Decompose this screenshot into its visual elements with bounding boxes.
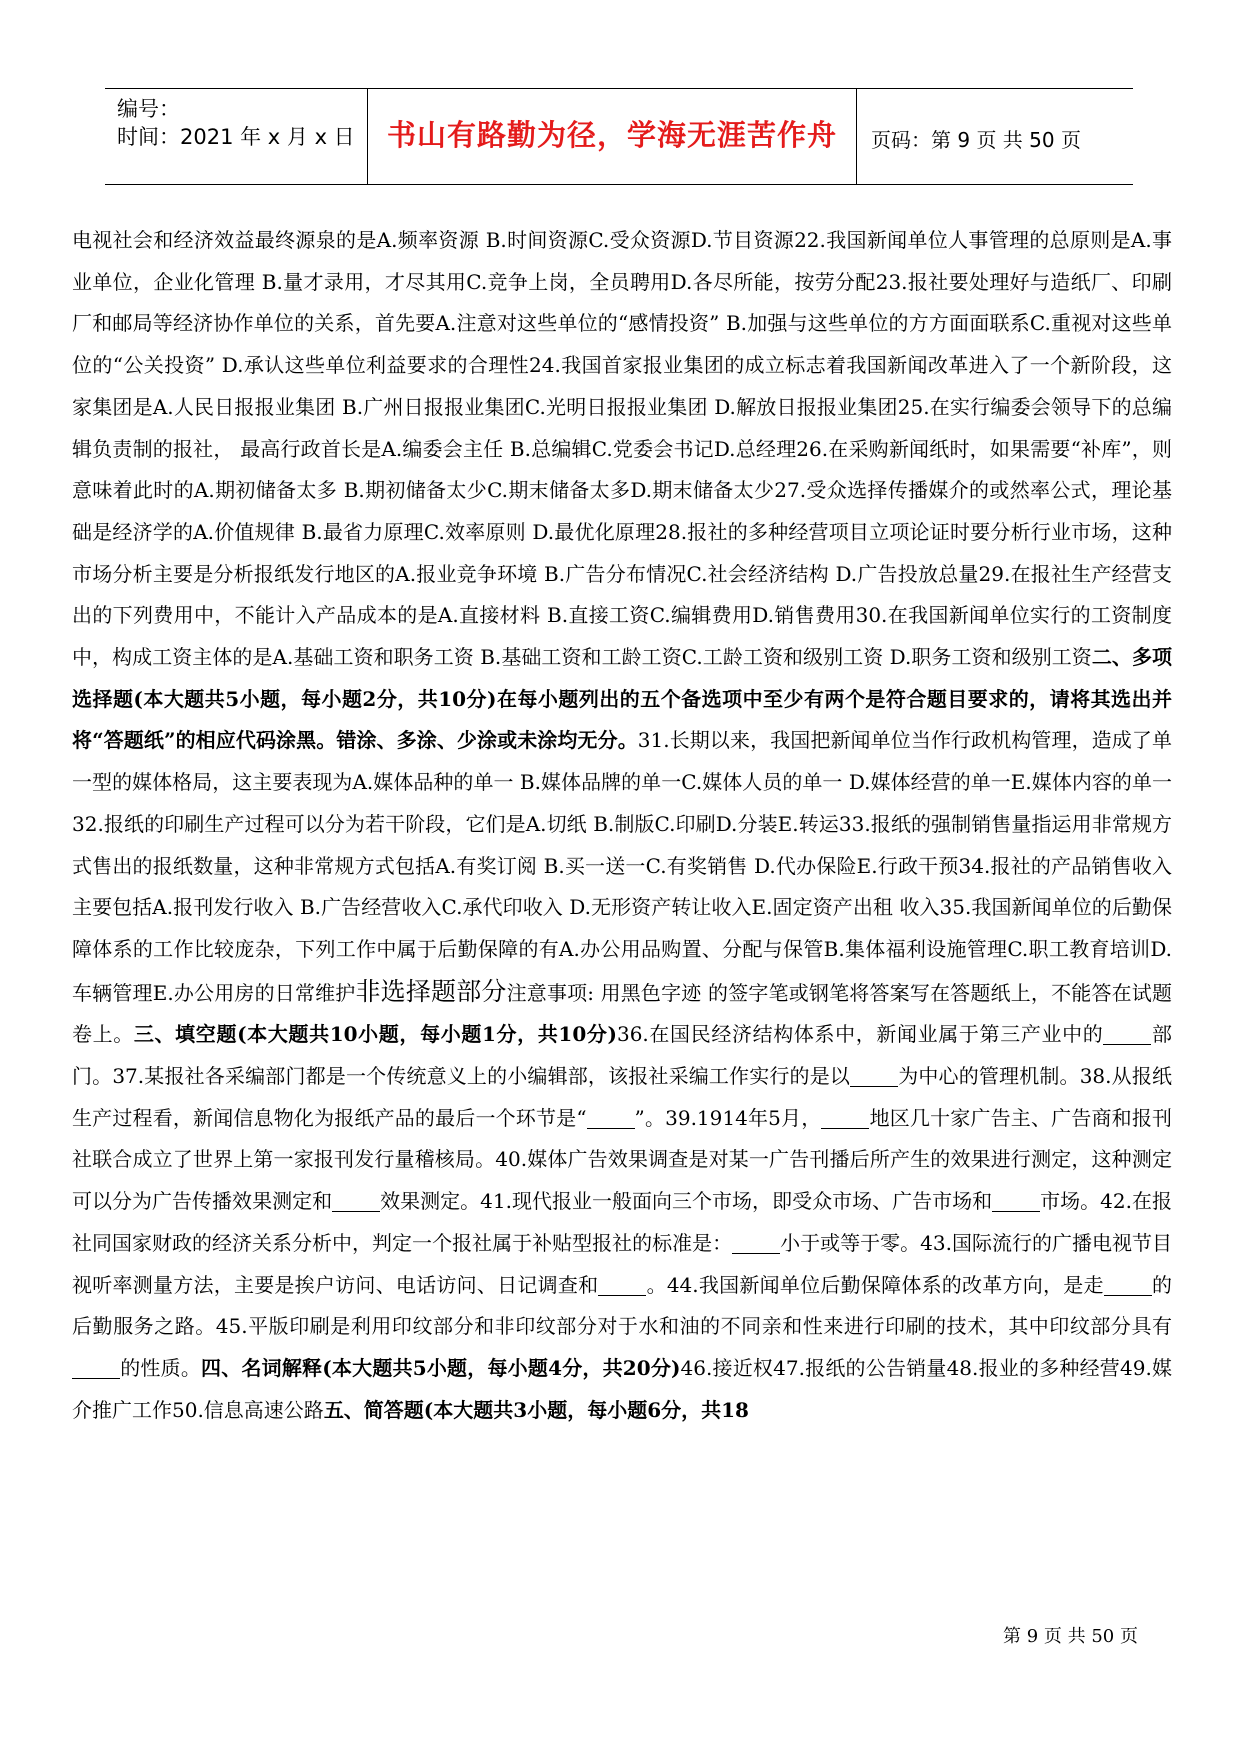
serial-number-label: 编号： bbox=[117, 97, 180, 121]
fill-in-blank bbox=[821, 1108, 869, 1129]
question-text: 46.接近权47.报纸的公告销量48.报业的多种经营49.媒介推广工作50.信息高速公路 bbox=[72, 1355, 1173, 1422]
fill-in-blank bbox=[992, 1191, 1040, 1212]
section-heading: 四、名词解释(本大题共5小题，每小题4分，共20分) bbox=[201, 1355, 681, 1380]
fill-in-blank bbox=[587, 1108, 635, 1129]
page-number-label: 页码：第 9 页 共 50 页 bbox=[871, 128, 1081, 152]
question-text: 部门。37.某报社各采编部门都是一个传统意义上的小编辑部，该报社采编工作实行的是以 bbox=[72, 1022, 1173, 1089]
question-text: 效果测定。41.现代报业一般面向三个市场，即受众市场、广告市场和 bbox=[380, 1189, 993, 1214]
question-text: 的后勤服务之路。45.平版印刷是利用印纹部分和非印纹部分对于水和油的不同亲和性来进行印刷的技术，其中印纹部分具有 bbox=[72, 1272, 1173, 1339]
page-header bbox=[105, 88, 1133, 185]
fill-in-blank bbox=[732, 1233, 780, 1254]
question-text: 为中心的管理机制。38.从报纸生产过程看，新闻信息物化为报纸产品的最后一个环节是“ bbox=[72, 1064, 1172, 1130]
question-text: 小于或等于零。43.国际流行的广播电视节目视听率测量方法，主要是挨户访问、电话访问、日记调查和 bbox=[72, 1230, 1173, 1297]
question-text: 市场。42.在报社同国家财政的经济关系分析中，判定一个报社属于补贴型报社的标准是： bbox=[72, 1189, 1173, 1255]
question-text: ”。39.1914年5月， bbox=[634, 1105, 822, 1130]
fill-in-blank bbox=[850, 1066, 898, 1087]
fill-in-blank bbox=[598, 1275, 646, 1296]
fill-in-blank bbox=[1103, 1024, 1151, 1045]
fill-in-blank bbox=[1104, 1275, 1152, 1296]
fill-in-blank bbox=[332, 1191, 380, 1212]
section-heading: 五、简答题(本大题共3小题，每小题6分，共18 bbox=[323, 1397, 749, 1422]
header-motto-cell bbox=[368, 89, 857, 184]
question-text: 31.长期以来，我国把新闻单位当作行政机构管理，造成了单一型的媒体格局，这主要表现为A.媒体品种的单一 B.媒体品牌的单一C.媒体人员的单一 D.媒体经营的单一E.媒体内容的单一32.报纸的印刷生产过程可以分为若干阶段，它们是A.切纸 B.制版C.印刷D.分装E.转运33.报纸的强制销售量指运用非常规方式售出的报纸数量，这种非常规方式包括A.有奖订阅 B.买一送一C.有奖销售 D.代办保险E.行政干预34.报社的产品销售收入主要包括A.报刊发行收入 B.广告经营收入C.承代印收入 D.无形资产转让收入E.固定资产出租 收入35.我国新闻单位的后勤保障体系的工作比较庞杂，下列工作中属于后勤保障的有A.办公用品购置、分配与保管B.集体福利设施管理C.职工教育培训D.车辆管理E.办公用房的日常维护 bbox=[72, 728, 1172, 1005]
motto-text: 书山有路勤为径，学海无涯苦作舟 bbox=[386, 118, 837, 152]
section-heading: 二、多项选择题(本大题共5小题，每小题2分，共10分)在每小题列出的五个备选项中至少有两个是符合题目要求的，请将其选出并将“答题纸”的相应代码涂黑。错涂、多涂、少涂或未涂均无分。 bbox=[72, 645, 1172, 753]
fill-in-blank bbox=[72, 1358, 120, 1379]
question-text: 。44.我国新闻单位后勤保障体系的改革方向，是走 bbox=[646, 1272, 1104, 1297]
question-text: 的性质。 bbox=[120, 1355, 202, 1380]
question-text: 地区几十家广告主、广告商和报刊社联合成立了世界上第一家报刊发行量稽核局。40.媒体广告效果调查是对某一广告刊播后所产生的效果进行测定，这种测定可以分为广告传播效果测定和 bbox=[72, 1105, 1173, 1214]
time-label: 时间：2021 年 x 月 x 日 bbox=[117, 125, 355, 149]
question-text: 注意事项: 用黑色字迹 的签字笔或钢笔将答案写在答题纸上，不能答在试题卷上。 bbox=[72, 980, 1172, 1047]
section-heading: 三、填空题(本大题共10小题，每小题1分，共10分) bbox=[133, 1022, 617, 1047]
part-heading: 非选择题部分 bbox=[355, 976, 507, 1006]
question-text: 36.在国民经济结构体系中，新闻业属于第三产业中的 bbox=[616, 1022, 1104, 1047]
footer-page-number: 第 9 页 共 50 页 bbox=[1003, 1626, 1138, 1647]
header-page-cell bbox=[857, 89, 1133, 184]
header-meta-cell bbox=[105, 89, 368, 184]
question-text: 电视社会和经济效益最终源泉的是A.频率资源 B.时间资源C.受众资源D.节目资源22.我国新闻单位人事管理的总原则是A.事业单位，企业化管理 B.量才录用，才尽其用C.竞争上岗，全员聘用D.各尽所能，按劳分配23.报社要处理好与造纸厂、印刷厂和邮局等经济协作单位的关系，首先要A.注意对这些单位的“感情投资” B.加强与这些单位的方方面面联系C.重视对这些单位的“公关投资” D.承认这些单位利益要求的合理性24.我国首家报业集团的成立标志着我国新闻改革进入了一个新阶段，这家集团是A.人民日报报业集团 B.广州日报报业集团C.光明日报报业集团 D.解放日报报业集团25.在实行编委会领导下的总编辑负责制的报社， 最高行政首长是A.编委会主任 B.总编辑C.党委会书记D.总经理26.在采购新闻纸时，如果需要“补库”，则意味着此时的A.期初储备太多 B.期初储备太少C.期末储备太多D.期末储备太少27.受众选择传播媒介的或然率公式，理论基础是经济学的A.价值规律 B.最省力原理C.效率原则 D.最优化原理28.报社的多种经营项目立项论证时要分析行业市场，这种市场分析主要是分析报纸发行地区的A.报业竞争环境 B.广告分布情况C.社会经济结构 D.广告投放总量29.在报社生产经营支出的下列费用中，不能计入产品成本的是A.直接材料 B.直接工资C.编辑费用D.销售费用30.在我国新闻单位实行的工资制度 中，构成工资主体的是A.基础工资和职务工资 B.基础工资和工龄工资C.工龄工资和级别工资 D.职务工资和级别工资 bbox=[72, 228, 1172, 670]
exam-body-text bbox=[72, 220, 1172, 1431]
